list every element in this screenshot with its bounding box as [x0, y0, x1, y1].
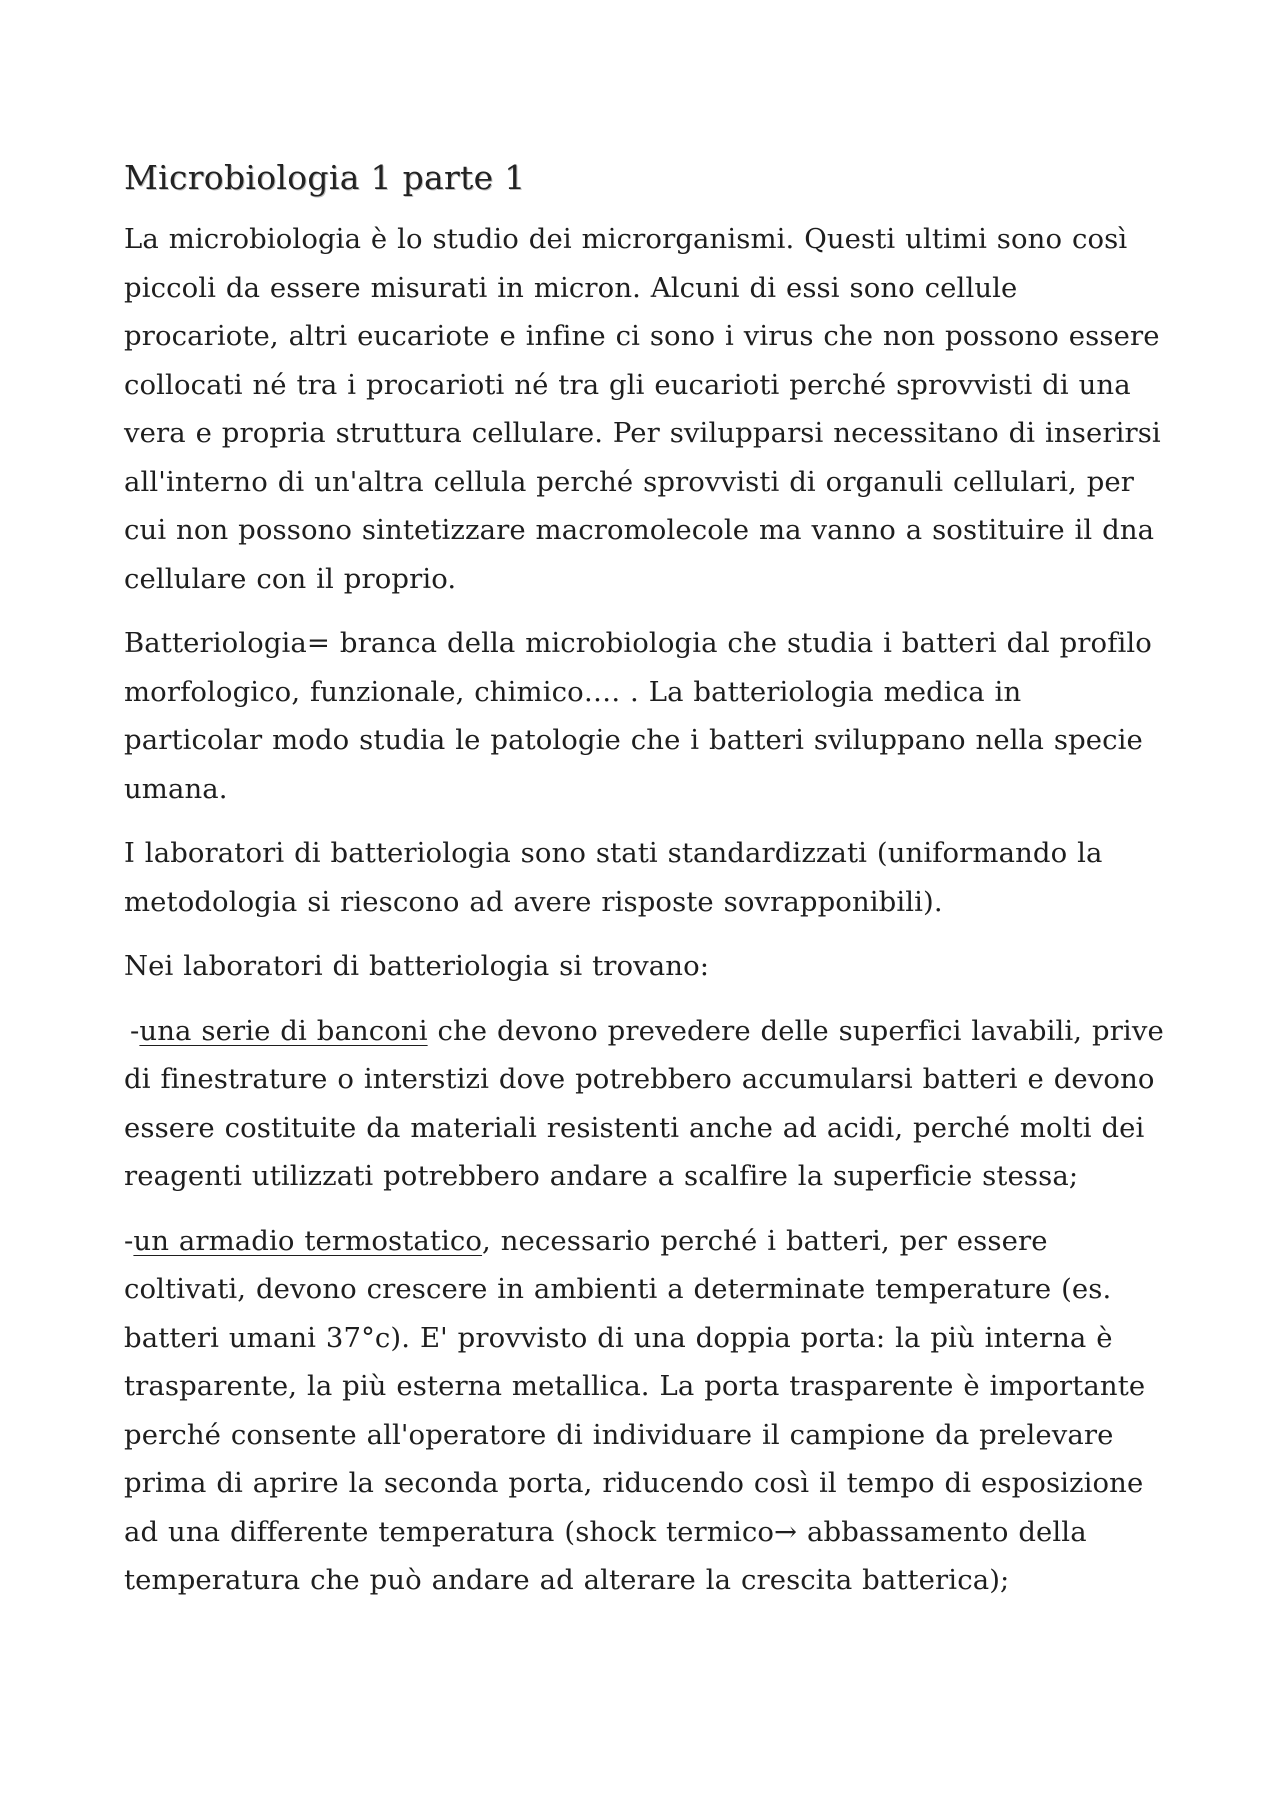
term-banconi: una serie di banconi: [139, 1014, 428, 1047]
paragraph-laboratori-standardizzati: I laboratori di batteriologia sono stati standardizzati (uniformando la metodologia si riescono ad avere risposte sovrapponibili).: [124, 837, 1103, 918]
list-dash: -: [130, 1014, 140, 1047]
paragraph-nei-laboratori: Nei laboratori di batteriologia si trovano:: [124, 950, 710, 982]
list-item-banconi-text: che devono prevedere delle superfici lavabili, prive di finestrature o interstizi dove potrebbero accumularsi batteri e devono essere costituite da materiali resistenti anche ad acidi, perché molti dei reagenti utilizzati potrebbero andare a scalfire la superficie stessa;: [124, 1014, 1164, 1192]
list-dash: -: [124, 1224, 134, 1257]
list-item-armadio-termostatico: [124, 1217, 1169, 1605]
list-item-banconi: [124, 1007, 1169, 1201]
document-page: [124, 155, 1169, 1621]
paragraph-batteriologia: Batteriologia= branca della microbiologia che studia i batteri dal profilo morfologico, funzionale, chimico…. . La batteriologia medica in particolar modo studia le patologie che i batteri sviluppano nella specie umana.: [124, 627, 1152, 805]
paragraph-microbiologia: La microbiologia è lo studio dei microrganismi. Questi ultimi sono così piccoli da essere misurati in micron. Alcuni di essi sono cellule procariote, altri eucariote e infine ci sono i virus che non possono essere collocati né tra i procarioti né tra gli eucarioti perché sprovvisti di una vera e propria struttura cellulare. Per svilupparsi necessitano di inserirsi all'interno di un'altra cellula perché sprovvisti di organuli cellulari, per cui non possono sintetizzare macromolecole ma vanno a sostituire il dna cellulare con il proprio.: [124, 223, 1161, 595]
page-title: Microbiologia 1 parte 1: [124, 158, 526, 197]
list-item-armadio-text: , necessario perché i batteri, per essere coltivati, devono crescere in ambienti a determinate temperature (es. batteri umani 37°c). E' provvisto di una doppia porta: la più interna è trasparente, la più esterna metallica. La porta trasparente è importante perché consente all'operatore di individuare il campione da prelevare prima di aprire la seconda porta, riducendo così il tempo di esposizione ad una differente temperatura (shock termico→ abbassamento della temperatura che può andare ad alterare la crescita batterica);: [124, 1224, 1146, 1596]
term-armadio-termostatico: un armadio termostatico: [133, 1224, 483, 1257]
